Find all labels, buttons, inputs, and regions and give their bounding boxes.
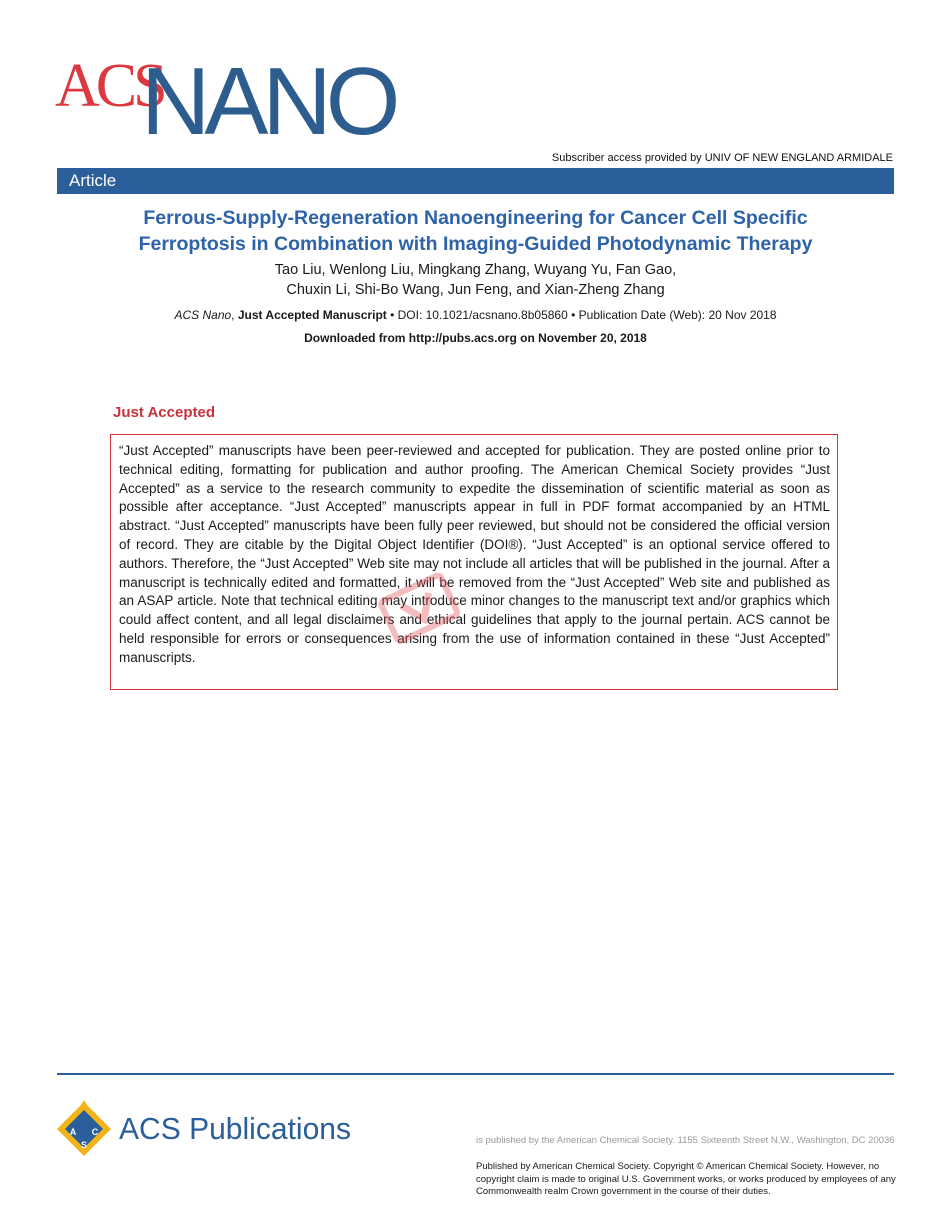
citation-separator: , [231, 308, 238, 322]
emblem-letter: C [91, 1127, 99, 1137]
section-label: Article [69, 171, 117, 190]
acs-publications-logo [53, 1098, 363, 1162]
acs-publications-wordmark: ACS Publications [119, 1111, 351, 1146]
emblem-letter: S [80, 1140, 88, 1150]
authors-line: Tao Liu, Wenlong Liu, Mingkang Zhang, Wuyang Yu, Fan Gao, [274, 262, 677, 278]
just-accepted-heading: Just Accepted [113, 404, 215, 421]
acs-nano-logo [55, 48, 425, 148]
title-line: Ferrous-Supply-Regeneration Nanoengineering for Cancer Cell Specific [143, 207, 808, 229]
logo-acs-text: ACS [55, 52, 164, 120]
subscriber-access-note: Subscriber access provided by UNIV OF NEW ENGLAND ARMIDALE [551, 152, 893, 164]
emblem-letter: A [69, 1127, 77, 1137]
citation-line [57, 308, 894, 322]
title-line: Ferroptosis in Combination with Imaging-Guided Photodynamic Therapy [138, 233, 813, 255]
download-note: Downloaded from http://pubs.acs.org on November 20, 2018 [304, 331, 647, 345]
copyright-notice: Published by American Chemical Society. Copyright © American Chemical Society. However, no copyright claim is made to original U.S. Government works, or works produced by employees of any Commonwealth realm Crown government in the course of their duties. [476, 1161, 896, 1197]
logo-nano-text: NANO [141, 48, 395, 148]
acs-emblem-icon [57, 1100, 111, 1156]
journal-name: ACS Nano [174, 308, 232, 322]
doi-and-date: • DOI: 10.1021/acsnano.8b05860 • Publication Date (Web): 20 Nov 2018 [386, 308, 777, 322]
footer-divider [57, 1073, 894, 1075]
watermark-logo [365, 570, 475, 650]
author-list [57, 260, 894, 300]
article-title [57, 205, 894, 257]
just-accepted-box [110, 434, 838, 690]
authors-line: Chuxin Li, Shi-Bo Wang, Jun Feng, and Xian-Zheng Zhang [286, 282, 665, 298]
section-bar [57, 168, 894, 194]
manuscript-status: Just Accepted Manuscript [237, 308, 387, 322]
publisher-address: is published by the American Chemical Society. 1155 Sixteenth Street N.W., Washington, DC 20036 [476, 1135, 895, 1146]
just-accepted-notice: “Just Accepted” manuscripts have been peer-reviewed and accepted for publication. They are posted online prior to technical editing, formatting for publication and author proofing. The American Chemical Society provides “Just Accepted” as a service to the research community to expedite the dissemination of scientific material as soon as possible after acceptance. “Just Accepted” manuscripts appear in full in PDF format accompanied by an HTML abstract. “Just Accepted” manuscripts have been fully peer reviewed, but should not be considered the official version of record. They are citable by the Digital Object Identifier (DOI®). “Just Accepted” is an optional service offered to authors. Therefore, the “Just Accepted” Web site may not include all articles that will be published in the journal. After a manuscript is technically edited and formatted, it will be removed from the “Just Accepted” Web site and published as an ASAP article. Note that technical editing may introduce minor changes to the manuscript text and/or graphics which could affect content, and all legal disclaimers and ethical guidelines that apply to the journal pertain. ACS cannot be held responsible for errors or consequences arising from the use of information contained in these “Just Accepted” manuscripts. [119, 443, 830, 665]
